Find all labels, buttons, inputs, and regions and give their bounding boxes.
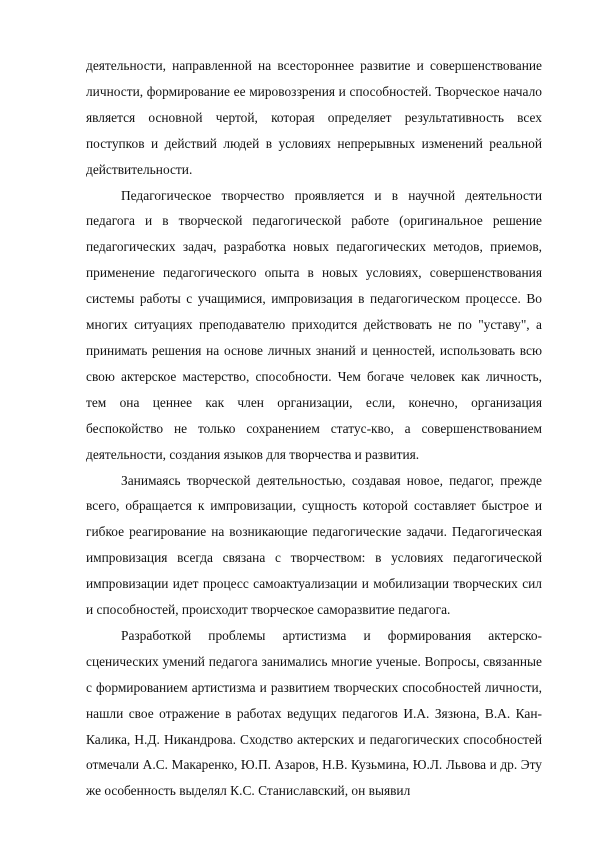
body-text [86, 53, 542, 804]
paragraph-artistry-research: Разработкой проблемы артистизма и формирования актерско-сценических умений педагога занимались многие ученые. Вопросы, связанные с формированием артистизма и развитием творческих способностей личности, нашли свое отражение в работах ведущих педагогов И.А. Зязюна, В.А. Кан-Калика, Н.Д. Никандрова. Сходство актерских и педагогических способностей отмечали А.С. Макаренко, Ю.П. Азаров, Н.В. Кузьмина, Ю.Л. Львова и др. Эту же особенность выделял К.С. Станиславский, он выявил [86, 627, 542, 799]
paragraph-continuation: деятельности, направленной на всестороннее развитие и совершенствование личности, формирование ее мировоззрения и способностей. Творческое начало является основной чертой, которая определяет результативность всех поступков и действий людей в условиях непрерывных изменений реальной действительности. [86, 58, 542, 177]
paragraph-improvisation: Занимаясь творческой деятельностью, создавая новое, педагог, прежде всего, обращается к импровизации, сущность которой составляет быстрое и гибкое реагирование на возникающие педагогические задачи. Педагогическая импровизация всегда связана с творчеством: в условиях педагогической импровизации идет процесс самоактуализации и мобилизации творческих сил и способностей, происходит творческое саморазвитие педагога. [86, 472, 542, 618]
paragraph-pedagogical-creativity: Педагогическое творчество проявляется и в научной деятельности педагога и в творческой педагогической работе (оригинальное решение педагогических задач, разработка новых педагогических методов, приемов, применение педагогического опыта в новых условиях, совершенствования системы работы с учащимися, импровизация в педагогическом процессе. Во многих ситуациях преподавателю приходится действовать не по "уставу", а принимать решения на основе личных знаний и ценностей, использовать всю свою актерское мастерство, способности. Чем богаче человек как личность, тем она ценнее как член организации, если, конечно, организация беспокойство не только сохранением статус-кво, а совершенствованием деятельности, создания языков для творчества и развития. [86, 187, 542, 462]
